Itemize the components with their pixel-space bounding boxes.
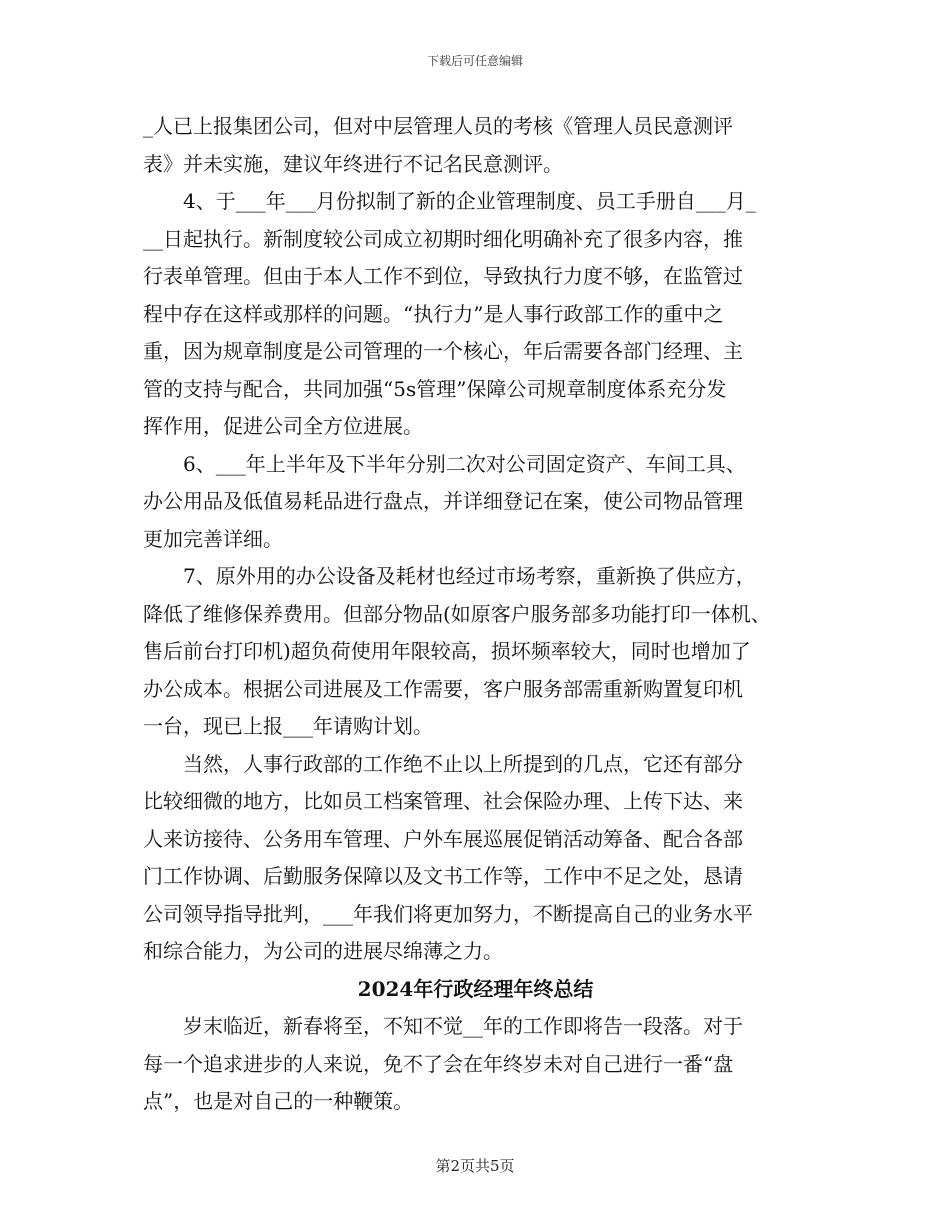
page-footer: 第2页共5页 [435,1157,515,1175]
text-line: 当然，人事行政部的工作绝不止以上所提到的几点，它还有部分 [183,751,743,776]
text-line: 岁末临近，新春将至，不知不觉__年的工作即将告一段落。对于 [183,1014,743,1038]
text-line: 门工作协调、后勤服务保障以及文书工作等，工作中不足之处，恳请 [143,864,743,888]
paragraph-continuation [143,108,808,183]
text-line: 一台，现已上报___年请购计划。 [143,714,433,738]
paragraph-item-4 [143,183,808,446]
text-line: 办公用品及低值易耗品进行盘点，并详细登记在案，使公司物品管理 [143,489,743,513]
text-line: 管的支持与配合，共同加强“5s管理”保障公司规章制度体系充分发 [143,376,727,401]
page-header: 下载后可任意编辑 [426,54,523,68]
text-line: 办公成本。根据公司进展及工作需要，客户服务部需重新购置复印机 [143,676,743,701]
paragraph-item-6 [143,446,808,559]
text-line: 售后前台打印机)超负荷使用年限较高，损坏频率较大，同时也增加了 [143,639,751,663]
text-line: 重，因为规章制度是公司管理的一个核心，年后需要各部门经理、主 [143,339,743,363]
text-line: 7、原外用的办公设备及耗材也经过市场考察，重新换了供应方， [183,564,756,588]
text-line: 比较细微的地方，比如员工档案管理、社会保险办理、上传下达、来 [143,789,743,813]
text-line: 点”，也是对自己的一种鞭策。 [143,1089,414,1113]
text-line: 更加完善详细。 [143,526,283,551]
paragraph-item-7 [143,558,808,746]
text-line: _人已上报集团公司，但对中层管理人员的考核《管理人员民意测评 [143,114,733,138]
text-line: 人来访接待、公务用车管理、户外车展巡展促销活动筹备、配合各部 [143,826,743,851]
text-line: 挥作用，促进公司全方位进展。 [143,414,423,438]
document-body [143,108,808,1121]
section-intro-paragraph [143,1008,808,1121]
section-title: 2024年行政经理年终总结 [357,976,594,1001]
text-line: __日起执行。新制度较公司成立初期时细化明确补充了很多内容，推 [143,226,743,251]
text-line: 每一个追求进步的人来说，免不了会在年终岁未对自己进行一番“盘 [143,1051,734,1076]
text-line: 行表单管理。但由于本人工作不到位，导致执行力度不够，在监管过 [143,264,743,288]
text-line: 公司领导指导批判，___年我们将更加努力，不断提高自己的业务水平 [143,901,753,926]
text-line: 程中存在这样或那样的问题。“执行力”是人事行政部工作的重中之 [143,301,724,326]
text-line: 和综合能力，为公司的进展尽绵薄之力。 [143,939,503,963]
paragraph-conclusion [143,746,808,971]
text-line: 降低了维修保养费用。但部分物品(如原客户服务部多功能打印一体机、 [143,601,771,626]
text-line: 6、___年上半年及下半年分别二次对公司固定资产、车间工具、 [183,451,746,476]
text-line: 4、于___年___月份拟制了新的企业管理制度、员工手册自___月_ [183,189,756,213]
text-line: 表》并未实施，建议年终进行不记名民意测评。 [143,151,563,176]
